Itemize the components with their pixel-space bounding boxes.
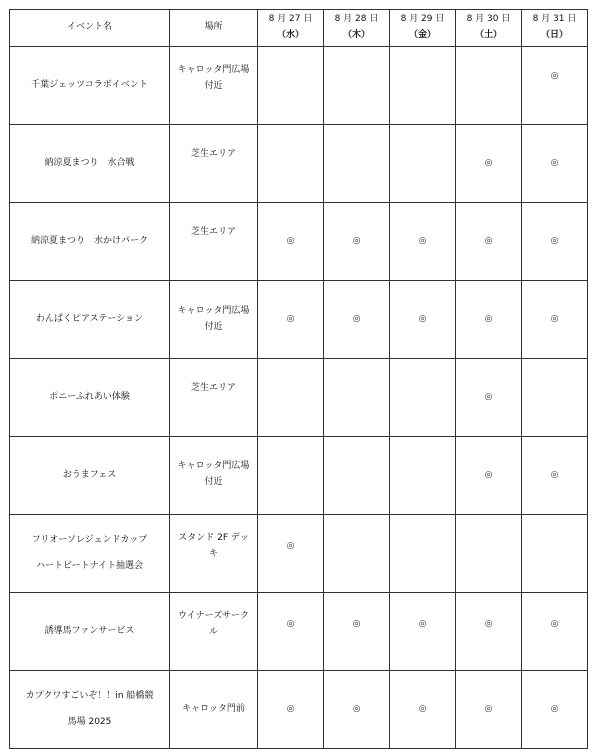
date-label: 8 月 28 日 xyxy=(334,14,379,25)
event-name-cell xyxy=(10,125,170,203)
day-cell xyxy=(522,515,588,593)
event-name-cell xyxy=(10,515,170,593)
day-cell xyxy=(390,593,456,671)
day-cell xyxy=(456,203,522,281)
date-label: 8 月 31 日 xyxy=(532,14,577,25)
day-cell xyxy=(390,47,456,125)
event-name-text: 馬場 2025 xyxy=(67,716,112,727)
place-text: ウイナーズサークル xyxy=(177,611,250,637)
day-cell xyxy=(324,671,390,749)
day-cell xyxy=(456,593,522,671)
held-mark-icon: ◎ xyxy=(352,313,361,324)
place-cell xyxy=(170,281,258,359)
date-header-0828 xyxy=(324,10,390,47)
day-cell xyxy=(324,125,390,203)
place-cell xyxy=(170,437,258,515)
date-header-0827 xyxy=(258,10,324,47)
place-cell xyxy=(170,125,258,203)
table-row xyxy=(10,515,588,593)
held-mark-icon: ◎ xyxy=(484,703,493,714)
event-name-text: 納涼夏まつり 水合戦 xyxy=(44,157,135,168)
held-mark-icon: ◎ xyxy=(286,313,295,324)
held-mark-icon: ◎ xyxy=(484,619,493,629)
day-cell xyxy=(258,671,324,749)
day-cell xyxy=(390,437,456,515)
table-row xyxy=(10,47,588,125)
date-header-0829 xyxy=(390,10,456,47)
held-mark-icon: ◎ xyxy=(484,391,493,402)
day-cell xyxy=(522,593,588,671)
day-cell xyxy=(258,359,324,437)
day-cell xyxy=(456,47,522,125)
schedule-body xyxy=(10,47,588,749)
table-row xyxy=(10,281,588,359)
event-name-text: わんぱくピアステーション xyxy=(35,313,144,324)
table-row xyxy=(10,203,588,281)
event-name-cell xyxy=(10,203,170,281)
day-cell xyxy=(324,281,390,359)
day-cell xyxy=(390,203,456,281)
event-name-cell xyxy=(10,281,170,359)
day-cell xyxy=(324,593,390,671)
day-cell xyxy=(456,671,522,749)
event-name-cell xyxy=(10,47,170,125)
place-text: 芝生エリア xyxy=(190,227,236,237)
place-text: 芝生エリア xyxy=(190,149,236,159)
day-cell xyxy=(390,515,456,593)
place-cell xyxy=(170,47,258,125)
event-name-cell xyxy=(10,593,170,671)
event-name-cell xyxy=(10,671,170,749)
day-cell xyxy=(390,359,456,437)
held-mark-icon: ◎ xyxy=(286,235,295,246)
event-name-cell xyxy=(10,359,170,437)
weekday-label: （水） xyxy=(276,30,304,40)
day-cell xyxy=(324,47,390,125)
held-mark-icon: ◎ xyxy=(352,619,361,629)
day-cell xyxy=(456,515,522,593)
held-mark-icon: ◎ xyxy=(550,619,559,629)
date-label: 8 月 27 日 xyxy=(268,14,313,25)
date-label: 8 月 29 日 xyxy=(400,14,445,25)
held-mark-icon: ◎ xyxy=(550,235,559,246)
place-text: キャロッタ門広場付近 xyxy=(177,461,250,487)
place-text: キャロッタ門前 xyxy=(182,703,245,714)
event-name-text: 誘導馬ファンサービス xyxy=(44,625,135,636)
day-cell xyxy=(456,125,522,203)
weekday-label: （日） xyxy=(540,30,568,40)
date-header-0831 xyxy=(522,10,588,47)
day-cell xyxy=(258,47,324,125)
table-row xyxy=(10,437,588,515)
header-row xyxy=(10,10,588,47)
day-cell xyxy=(522,47,588,125)
held-mark-icon: ◎ xyxy=(286,541,295,551)
held-mark-icon: ◎ xyxy=(484,313,493,324)
table-row xyxy=(10,359,588,437)
held-mark-icon: ◎ xyxy=(550,157,559,168)
date-label: 8 月 30 日 xyxy=(466,14,511,25)
place-cell xyxy=(170,671,258,749)
event-name-text: フリオーソレジェンドカップ xyxy=(31,534,148,545)
day-cell xyxy=(390,671,456,749)
held-mark-icon: ◎ xyxy=(484,157,493,168)
held-mark-icon: ◎ xyxy=(418,313,427,324)
date-header-0830 xyxy=(456,10,522,47)
day-cell xyxy=(456,359,522,437)
day-cell xyxy=(522,281,588,359)
day-cell xyxy=(456,437,522,515)
day-cell xyxy=(324,515,390,593)
day-cell xyxy=(258,203,324,281)
held-mark-icon: ◎ xyxy=(550,703,559,714)
day-cell xyxy=(324,437,390,515)
held-mark-icon: ◎ xyxy=(550,469,559,480)
place-cell xyxy=(170,593,258,671)
place-text: キャロッタ門広場付近 xyxy=(177,65,250,91)
held-mark-icon: ◎ xyxy=(484,235,493,246)
event-name-cell xyxy=(10,437,170,515)
day-cell xyxy=(522,671,588,749)
day-cell xyxy=(324,359,390,437)
held-mark-icon: ◎ xyxy=(286,619,295,629)
place-header: 場所 xyxy=(170,10,258,47)
place-cell xyxy=(170,515,258,593)
day-cell xyxy=(390,125,456,203)
held-mark-icon: ◎ xyxy=(550,71,559,81)
place-cell xyxy=(170,203,258,281)
table-row xyxy=(10,593,588,671)
day-cell xyxy=(456,281,522,359)
day-cell xyxy=(324,203,390,281)
day-cell xyxy=(258,125,324,203)
weekday-label: （土） xyxy=(474,30,502,40)
event-name-text: カプクワすごいぞ！！in 船橋競 xyxy=(25,690,154,701)
day-cell xyxy=(258,593,324,671)
day-cell xyxy=(522,203,588,281)
place-text: スタンド 2F デッキ xyxy=(178,533,249,559)
event-name-text: 納涼夏まつり 水かけパーク xyxy=(30,235,148,246)
day-cell xyxy=(258,515,324,593)
place-text: 芝生エリア xyxy=(190,383,236,393)
event-name-text: 千葉ジェッツコラボイベント xyxy=(31,79,148,90)
table-row xyxy=(10,671,588,749)
event-name-text: おうまフェス xyxy=(62,469,117,480)
held-mark-icon: ◎ xyxy=(352,703,361,714)
weekday-label: （金） xyxy=(408,30,436,40)
held-mark-icon: ◎ xyxy=(352,235,361,246)
held-mark-icon: ◎ xyxy=(418,235,427,246)
held-mark-icon: ◎ xyxy=(286,703,295,714)
event-name-text: ポニーふれあい体験 xyxy=(49,391,130,402)
table-row xyxy=(10,125,588,203)
held-mark-icon: ◎ xyxy=(418,619,427,629)
day-cell xyxy=(258,281,324,359)
event-name-header: イベント名 xyxy=(10,10,170,47)
day-cell xyxy=(522,125,588,203)
held-mark-icon: ◎ xyxy=(550,313,559,324)
event-name-text: ハートビートナイト抽選会 xyxy=(35,560,143,571)
day-cell xyxy=(522,359,588,437)
event-schedule-table xyxy=(9,9,588,749)
place-text: キャロッタ門広場付近 xyxy=(177,305,250,332)
day-cell xyxy=(258,437,324,515)
day-cell xyxy=(390,281,456,359)
place-cell xyxy=(170,359,258,437)
day-cell xyxy=(522,437,588,515)
held-mark-icon: ◎ xyxy=(418,703,427,714)
weekday-label: （木） xyxy=(342,30,370,40)
held-mark-icon: ◎ xyxy=(484,469,493,480)
